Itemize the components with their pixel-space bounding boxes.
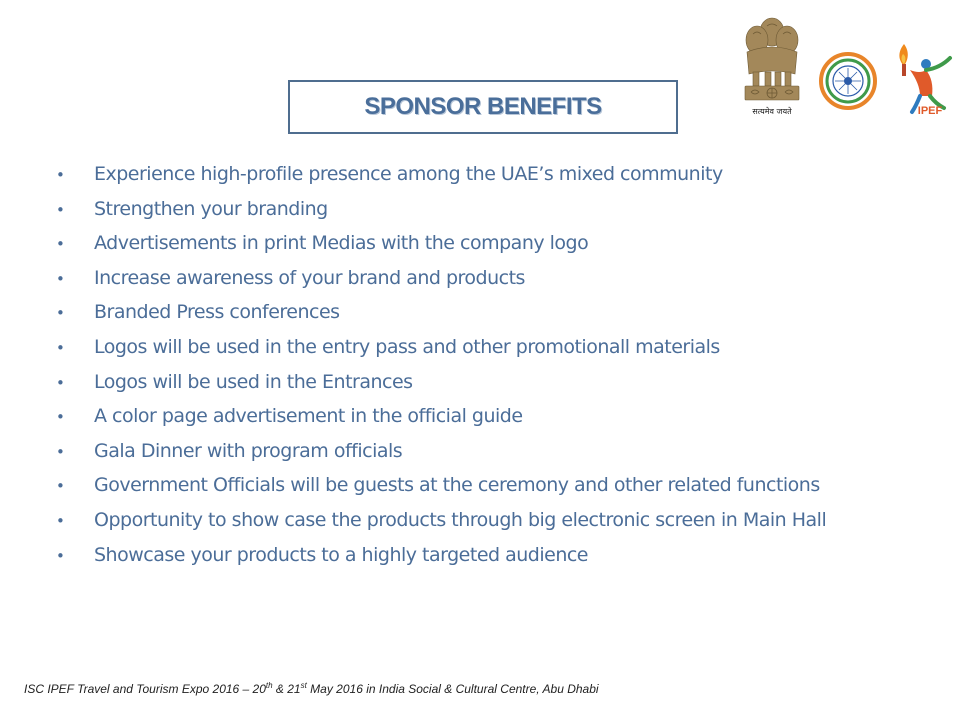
benefit-text: Opportunity to show case the products through big electronic screen in Main Hall	[94, 508, 827, 531]
bullet-icon: •	[56, 269, 65, 288]
bullet-icon: •	[56, 408, 65, 427]
bullet-icon: •	[56, 235, 65, 254]
benefit-text: A color page advertisement in the official guide	[94, 405, 523, 428]
slide-title: SPONSOR BENEFITS	[364, 93, 602, 120]
isc-logo-icon	[819, 52, 877, 110]
benefit-item	[56, 198, 936, 233]
benefit-item	[56, 440, 936, 475]
bullet-icon: •	[56, 546, 65, 565]
title-box	[288, 80, 678, 134]
bullet-icon: •	[56, 200, 65, 219]
benefit-text: Logos will be used in the Entrances	[94, 370, 413, 393]
benefit-item	[56, 509, 936, 544]
benefit-item	[56, 232, 936, 267]
benefit-text: Showcase your products to a highly targeted audience	[94, 543, 588, 566]
footer-sup-1: th	[265, 681, 273, 690]
benefit-item	[56, 405, 936, 440]
footer-text-3: May 2016 in India Social & Cultural Centre, Abu Dhabi	[306, 682, 599, 696]
benefit-text: Logos will be used in the entry pass and other promotionall materials	[94, 335, 720, 358]
bullet-icon: •	[56, 373, 65, 392]
benefit-text: Government Officials will be guests at the ceremony and other related functions	[94, 474, 820, 497]
footer-text-2: & 21	[272, 682, 301, 696]
benefit-text: Increase awareness of your brand and products	[94, 266, 525, 289]
benefit-text: Experience high-profile presence among the UAE’s mixed community	[94, 163, 723, 185]
bullet-icon: •	[56, 477, 65, 496]
benefit-item	[56, 371, 936, 406]
bullet-icon: •	[56, 166, 65, 184]
logo-group	[735, 10, 960, 125]
benefit-item	[56, 474, 936, 509]
benefits-list	[56, 163, 936, 578]
footer-sup-2: st	[300, 681, 307, 690]
benefit-item	[56, 267, 936, 302]
emblem-motto: सत्यमेव जयते	[752, 107, 792, 116]
benefit-text: Branded Press conferences	[94, 301, 340, 324]
ipef-logo-icon	[890, 40, 960, 116]
bullet-icon: •	[56, 442, 65, 461]
bullet-icon: •	[56, 511, 65, 530]
footer-text-1: ISC IPEF Travel and Tourism Expo 2016 – 20	[24, 682, 266, 696]
benefit-text: Gala Dinner with program officials	[94, 439, 403, 462]
bullet-icon: •	[56, 338, 65, 357]
benefit-text: Advertisements in print Medias with the company logo	[94, 232, 589, 255]
benefit-item	[56, 301, 936, 336]
benefit-item	[56, 544, 936, 579]
benefit-text: Strengthen your branding	[94, 197, 328, 220]
benefit-item	[56, 163, 936, 198]
footer-caption	[24, 681, 599, 696]
benefit-item	[56, 336, 936, 371]
ipef-logo-text: IPEF	[917, 105, 943, 116]
bullet-icon: •	[56, 304, 65, 323]
